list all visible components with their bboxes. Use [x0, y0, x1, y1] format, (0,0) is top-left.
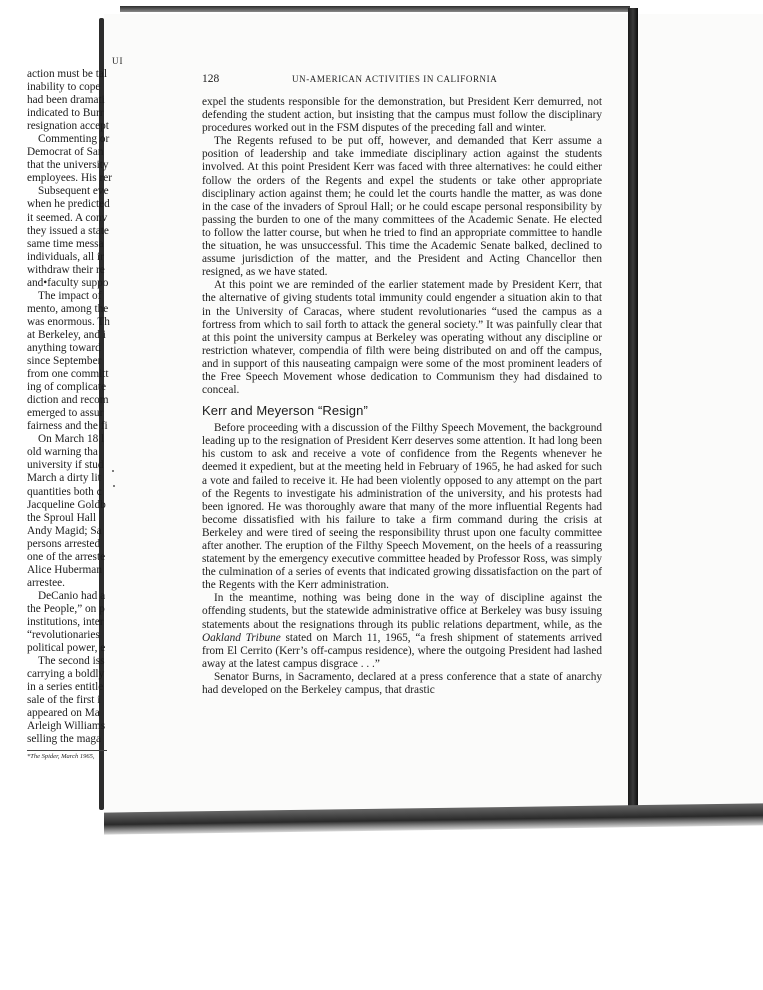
- right-page-line: they issued a state: [27, 224, 109, 237]
- right-page-line: Subsequent eve: [38, 185, 109, 198]
- right-page-line: anything toward: [27, 341, 101, 354]
- right-page-line: persons arrested: [27, 537, 101, 550]
- book-gutter: [628, 8, 638, 816]
- right-page-line: The impact of: [38, 289, 102, 302]
- right-page-line: emerged to assur: [27, 407, 104, 420]
- paragraph: At this point we are reminded of the earlier statement made by President Kerr, that the alternative of giving students total immunity could engender a situation akin to that in the University of Caracas, where student revolutionaries “used the campus as a fortress from which to sail forth to attack the general society.” It was painfully clear that at this point the university campus at Berkeley was operating without any discipline or restriction whatever, compendia of filth were being distributed on and off the campus, and in support of this nauseating campaign were some of the most prominent leaders of the Free Speech Movement whose dedication to Communism they had disdained to conceal.: [202, 279, 602, 397]
- right-page-body: [27, 68, 247, 761]
- right-page-line: it seemed. A conv: [27, 211, 108, 224]
- right-page-line: ing of complicate: [27, 381, 107, 394]
- right-page-line: Democrat of San: [27, 146, 104, 159]
- right-page-line: DeCanio had a: [38, 589, 106, 602]
- right-page-line: that the university: [27, 159, 109, 172]
- right-page-line: the People,” on p: [27, 602, 105, 615]
- paragraph: In the meantime, nothing was being done in the way of discipline against the offending students, but the statewide administrative office at Berkeley was busy issuing statements about the resignations through its public relations department, while, as the Oakland Tribune stated on March 11, 1965, “a fresh shipment of statements arrived from El Cerrito (Kerr’s off-campus residence), where the outgoing President had lashed away at the latest campus disgrace . . .”: [202, 592, 602, 670]
- right-page-line: March a dirty lit: [27, 472, 101, 485]
- right-page-line: On March 18 l: [38, 433, 105, 446]
- right-page-line: same time messa: [27, 237, 104, 250]
- right-page: [638, 14, 763, 814]
- right-page-line: Commenting or: [38, 133, 110, 146]
- right-page-line: university if stud: [27, 459, 104, 472]
- running-head: UN-AMERICAN ACTIVITIES IN CALIFORNIA: [292, 74, 498, 84]
- right-page-line: and•faculty suppo: [27, 276, 109, 289]
- right-page-line: inability to cope: [27, 81, 101, 94]
- right-page-line: old warning tha: [27, 446, 98, 459]
- right-page-line: selling the maga: [27, 733, 102, 746]
- left-page-body: [202, 96, 602, 697]
- right-page-line: was enormous. Th: [27, 315, 110, 328]
- page-number: 128: [202, 73, 220, 85]
- right-page-line: The second iss: [38, 655, 105, 668]
- footnote: [27, 750, 107, 761]
- right-page-line: appeared on Ma: [27, 707, 100, 720]
- right-page-line: quantities both c: [27, 485, 102, 498]
- right-page-line: sale of the first i: [27, 694, 101, 707]
- page-top-edge: [120, 6, 630, 12]
- right-page-line: “revolutionaries: [27, 629, 100, 642]
- right-page-line: mento, among the: [27, 302, 109, 315]
- right-page-line: Jacqueline Goldb: [27, 498, 106, 511]
- right-page-line: Arleigh Williams: [27, 720, 106, 733]
- right-page-line: Andy Magid; Sa: [27, 524, 102, 537]
- paragraph: Before proceeding with a discussion of the Filthy Speech Movement, the background leading up to the resignation of President Kerr deserves some attention. It had long been his custom to ask and receive a vote of confidence from the Regents whenever he deemed it expedient, but at the meeting held in February of 1965, he had asked for such a vote and failed to receive it. He had been violently opposed to any attempt on the part of the Regents to investigate his administration of the university, and his protests had been ignored. He was thoroughly aware that many of the more influential Regents had become dissatisfied with his failure to take a firm command during the crisis at Berkeley and were tired of seeing the responsibility thrust upon one faculty committee after another. The eruption of the Filthy Speech Movement, on the heels of a reassuring statement by the emergency executive committee headed by Professor Ross, was simply the culmination of a series of events that indicated growing dissatisfaction on the part of the Regents with the Kerr administration.: [202, 422, 602, 592]
- right-page-line: since September: [27, 355, 102, 368]
- right-page-line: withdraw their re: [27, 263, 105, 276]
- paragraph: Senator Burns, in Sacramento, declared at a press conference that a state of anarchy had developed on the Berkeley campus, that drastic: [202, 670, 602, 697]
- right-page-line: fairness and the fi: [27, 420, 108, 433]
- right-page-line: action must be tal: [27, 68, 107, 80]
- section-heading: Kerr and Meyerson “Resign”: [202, 403, 368, 419]
- right-page-line: had been dramati: [27, 94, 105, 107]
- right-page-line: when he predicted: [27, 198, 110, 211]
- right-page-line: Alice Huberman: [27, 563, 102, 576]
- italic-title: Oakland Tribune: [202, 631, 281, 644]
- right-page-line: indicated to Burr: [27, 107, 104, 120]
- right-page-line: employees. His rer: [27, 172, 113, 185]
- right-running-head: UI: [112, 56, 124, 66]
- right-page-line: arrestee.: [27, 576, 65, 589]
- right-page-line: one of the arreste: [27, 550, 106, 563]
- page-header: [202, 73, 612, 87]
- right-page-line: political power, e: [27, 642, 106, 655]
- paragraph: expel the students responsible for the demonstration, but President Kerr demurred, not defending the student action, but insisting that the campus must follow the disciplinary procedures worked out in the FSM disputes of the preceding fall and winter.: [202, 96, 602, 135]
- right-page-line: carrying a boldly: [27, 668, 105, 681]
- right-page-line: at Berkeley, and i: [27, 328, 106, 341]
- footnote-italic: *The Spider, March 1965,: [27, 753, 95, 761]
- right-page-line: in a series entitle: [27, 681, 104, 694]
- right-page-line: institutions, inter: [27, 615, 104, 628]
- right-page-line: diction and recom: [27, 394, 109, 407]
- paragraph: The Regents refused to be put off, however, and demanded that Kerr assume a position of leadership and take immediate disciplinary action against the students involved. At this point President Kerr was faced with three alternatives: he could either follow the orders of the Regents and expel the students or take other appropriate disciplinary action against them; he could let the courts handle the matter, as was done in the case of the invaders of Sproul Hall; or he could escape personal responsibility by passing the burden to one of the many committees of the Academic Senate. He elected to follow the latter course, but when he tried to find an appropriate committee to handle the situation, he was unsuccessful. This time the Academic Senate balked, declined to assume jurisdiction of the matter, and the President and Acting Chancellor then resigned, as we have stated.: [202, 135, 602, 279]
- right-page-line: from one committ: [27, 368, 109, 381]
- right-page-line: individuals, all ir: [27, 250, 104, 263]
- right-page-line: the Sproul Hall: [27, 511, 97, 524]
- right-page-line: resignation accept: [27, 120, 109, 133]
